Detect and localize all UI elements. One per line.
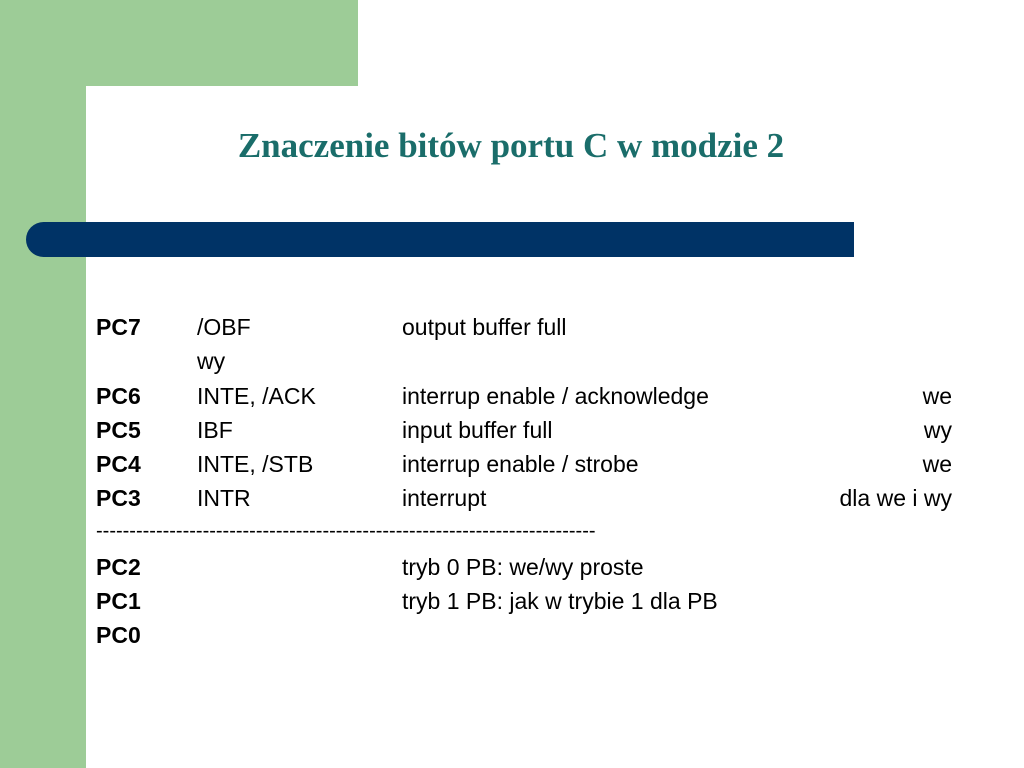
pin-label: PC4 (96, 451, 141, 477)
title-underline-bar (26, 222, 854, 257)
pin-row-pc3 (0, 485, 1024, 519)
pin-label: PC2 (96, 554, 141, 580)
pin-label: PC6 (96, 383, 141, 409)
signal-description: interrup enable / strobe (402, 451, 639, 477)
signal-direction: we (922, 451, 952, 477)
signal-name: wy (197, 348, 226, 374)
pin-row-pc0 (0, 622, 1024, 656)
signal-description: input buffer full (402, 417, 553, 443)
pin-row-pc2 (0, 554, 1024, 588)
decor-green-block (0, 0, 358, 86)
signal-direction: wy (923, 417, 952, 443)
pin-label: PC0 (96, 622, 141, 648)
pin-label: PC1 (96, 588, 141, 614)
signal-name: INTE, /STB (197, 451, 314, 477)
signal-name: /OBF (197, 314, 251, 340)
signal-description: output buffer full (402, 314, 567, 340)
signal-name: INTE, /ACK (197, 383, 316, 409)
signal-direction: dla we i wy (839, 485, 952, 511)
pin-label: PC7 (96, 314, 141, 340)
signal-direction: we (922, 383, 952, 409)
signal-name: INTR (197, 485, 251, 511)
pin-description: tryb 1 PB: jak w trybie 1 dla PB (402, 588, 718, 614)
signal-description: interrupt (402, 485, 487, 511)
pin-row-pc7-cont (0, 348, 1024, 382)
pin-row-pc7 (0, 314, 1024, 348)
dashed-separator: --------------------------------------------------------------------------- (96, 520, 596, 542)
pin-label: PC3 (96, 485, 141, 511)
pin-row-pc4 (0, 451, 1024, 485)
signal-description: interrup enable / acknowledge (402, 383, 709, 409)
signal-name: IBF (197, 417, 233, 443)
pin-row-pc5 (0, 417, 1024, 451)
pin-label: PC5 (96, 417, 141, 443)
slide-title: Znaczenie bitów portu C w modzie 2 (237, 126, 785, 165)
pin-row-pc1 (0, 588, 1024, 622)
pin-row-pc6 (0, 383, 1024, 417)
pin-description: tryb 0 PB: we/wy proste (402, 554, 644, 580)
